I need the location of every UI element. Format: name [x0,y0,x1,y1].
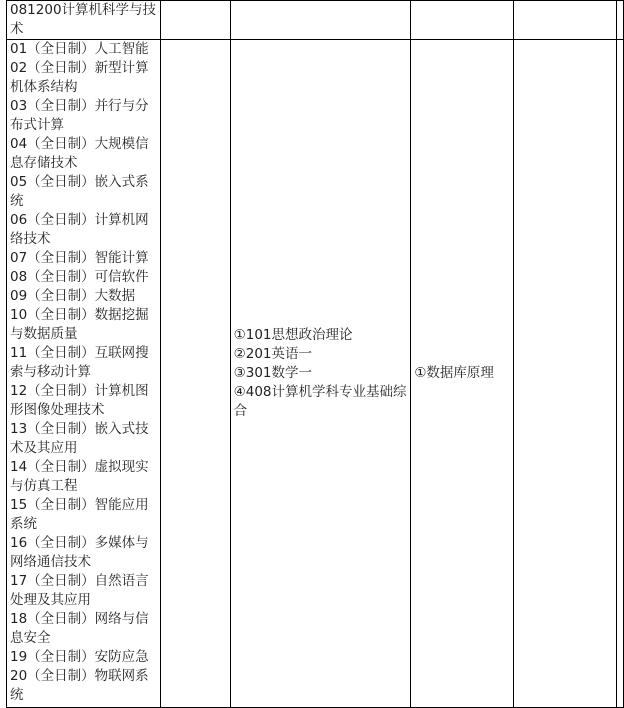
table-row-directions [7,40,624,708]
direction-item: 06（全日制）计算机网络技术 [10,212,149,247]
direction-item: 18（全日制）网络与信息安全 [10,611,149,646]
direction-item: 12（全日制）计算机图形图像处理技术 [10,383,149,418]
exam-subject: ②201英语一 [233,346,313,362]
exam-subject: ③301数学一 [233,365,313,381]
empty-cell [160,40,230,708]
empty-cell [514,1,617,40]
empty-cell [616,40,623,708]
direction-item: 09（全日制）大数据 [10,288,136,304]
direction-item: 20（全日制）物联网系统 [10,668,149,703]
direction-item: 10（全日制）数据挖掘与数据质量 [10,307,149,342]
exam-subject: ①101思想政治理论 [233,327,353,343]
directions-cell [7,40,161,708]
empty-cell [514,40,617,708]
direction-item: 01（全日制）人工智能 [10,41,149,57]
direction-item: 07（全日制）智能计算 [10,250,149,266]
direction-item: 13（全日制）嵌入式技术及其应用 [10,421,149,456]
direction-item: 15（全日制）智能应用系统 [10,497,149,532]
direction-item: 14（全日制）虚拟现实与仿真工程 [10,459,149,494]
exam-subject: ④408计算机学科专业基础综合 [233,384,407,419]
empty-cell [616,1,623,40]
major-name: 081200计算机科学与技术 [10,2,157,37]
direction-item: 03（全日制）并行与分布式计算 [10,98,149,133]
retest-subjects-cell [411,40,514,708]
direction-item: 02（全日制）新型计算机体系结构 [10,60,149,95]
direction-item: 16（全日制）多媒体与网络通信技术 [10,535,149,570]
empty-cell [160,1,230,40]
direction-item: 04（全日制）大规模信息存储技术 [10,136,149,171]
direction-item: 08（全日制）可信软件 [10,269,149,285]
direction-item: 05（全日制）嵌入式系统 [10,174,149,209]
major-cell [7,1,161,40]
exam-subjects-cell [230,40,411,708]
empty-cell [411,1,514,40]
catalog-table [6,0,624,708]
direction-item: 11（全日制）互联网搜索与移动计算 [10,345,149,380]
retest-subject: ①数据库原理 [414,365,494,381]
table-row-major [7,1,624,40]
empty-cell [230,1,411,40]
direction-item: 19（全日制）安防应急 [10,649,149,665]
direction-item: 17（全日制）自然语言处理及其应用 [10,573,149,608]
